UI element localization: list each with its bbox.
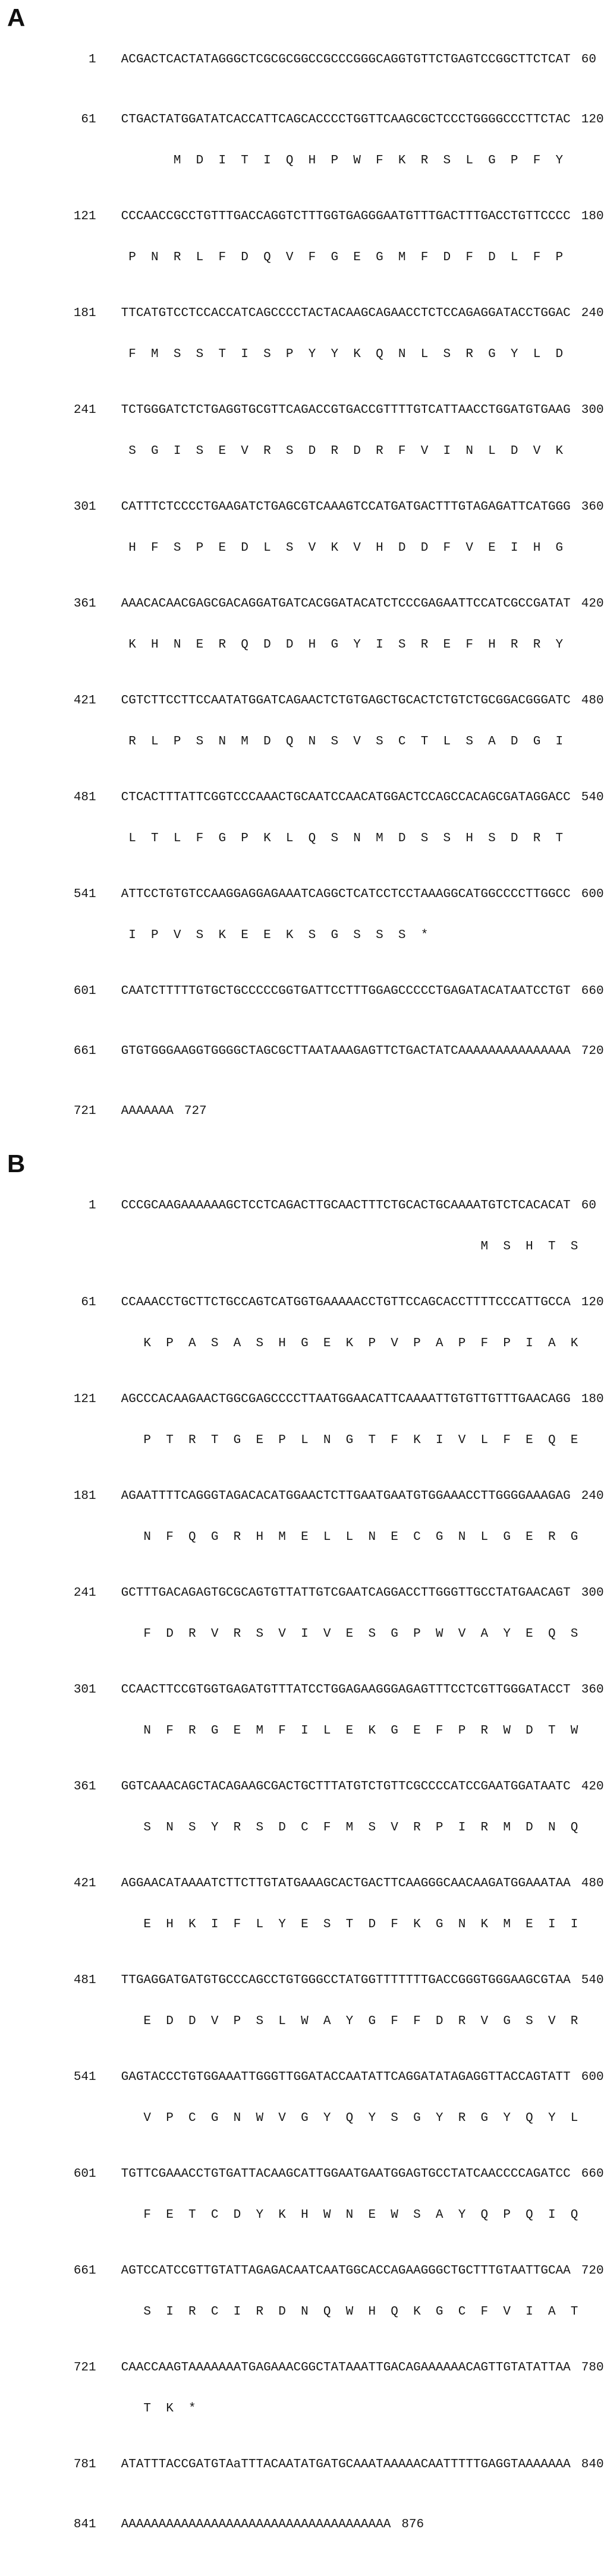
line-end-number: 180: [581, 210, 604, 223]
sequence-block: [5, 971, 604, 1012]
translation-line: [5, 1614, 578, 1655]
translation-line: [5, 721, 569, 762]
nucleotide-sequence: TCTGGGATCTCTGAGGTGCGTTCAGACCGTGACCGTTTTGTCATTAACCTGGATGTGAAG: [121, 403, 571, 417]
nucleotide-line: [5, 2154, 604, 2195]
nucleotide-sequence: AGGAACATAAAATCTTCTTGTATGAAAGCACTGACTTCAAGGGCAACAAGATGGAAATAA: [121, 1877, 571, 1890]
nucleotide-sequence: CCCGCAAGAAAAAAGCTCCTCAGACTTGCAACTTTCTGCACTGCAAAATGTCTCACACAT: [121, 1199, 571, 1213]
line-end-number: 727: [184, 1104, 207, 1118]
nucleotide-line: [5, 1669, 604, 1710]
line-end-number: 540: [581, 1974, 604, 1987]
sequence-block: [5, 2444, 604, 2485]
nucleotide-sequence: GCTTTGACAGAGTGCGCAGTGTTATTGTCGAATCAGGACCTTGGGTTGCCTATGAACAGT: [121, 1586, 571, 1600]
sequence-block: [5, 2347, 604, 2429]
line-end-number: 480: [581, 694, 604, 708]
amino-acid-translation: H F S P E D L S V K V H D D F V E I H G: [121, 541, 564, 555]
line-end-number: 60: [581, 53, 596, 67]
panel-a-sequence-rows: [5, 39, 604, 1132]
translation-line: [5, 237, 569, 278]
amino-acid-translation: N F Q G R H M E L L N E C G N L G E R G: [121, 1530, 578, 1544]
translation-line: [5, 1323, 578, 1364]
sequence-block: [5, 1669, 604, 1751]
line-start-number: 421: [73, 1877, 96, 1890]
nucleotide-sequence: TTGAGGATGATGTGCCCAGCCTGTGGGCCTATGGTTTTTTTGACCGGGTGGGAAGCGTAA: [121, 1974, 571, 1987]
sequence-block: [5, 2154, 604, 2236]
nucleotide-line: [5, 680, 604, 721]
nucleotide-line: [5, 1863, 604, 1904]
nucleotide-sequence: CCAAACCTGCTTCTGCCAGTCATGGTGAAAAACCTGTTCCAGCACCTTTTCCCATTGCCA: [121, 1296, 571, 1309]
amino-acid-translation: M D I T I Q H P W F K R S L G P F Y: [121, 154, 564, 168]
line-start-number: 241: [73, 1586, 96, 1600]
nucleotide-sequence: AGCCCACAAGAACTGGCGAGCCCCTTAATGGAACATTCAAAATTGTGTTGTTTGAACAGG: [121, 1393, 571, 1406]
line-start-number: 601: [73, 984, 96, 998]
translation-line: [5, 334, 569, 375]
sequence-block: [5, 1573, 604, 1655]
nucleotide-sequence: GAGTACCCTGTGGAAATTGGGTTGGATACCAATATTCAGGATATAGAGGTTACCAGTATT: [121, 2070, 571, 2084]
nucleotide-sequence: ACGACTCACTATAGGGCTCGCGCGGCCGCCCGGGCAGGTGTTCTGAGTCCGGCTTCTCAT: [121, 53, 571, 67]
amino-acid-translation: S I R C I R D N Q W H Q K G C F V I A T: [121, 2305, 578, 2319]
line-start-number: 541: [73, 2070, 96, 2084]
line-end-number: 840: [581, 2458, 604, 2471]
nucleotide-sequence: GGTCAAACAGCTACAGAAGCGACTGCTTTATGTCTGTTCGCCCCATCCGAATGGATAATC: [121, 1780, 571, 1794]
amino-acid-translation: V P C G N W V G Y Q Y S G Y R G Y Q Y L: [121, 2111, 578, 2125]
sequence-block: [5, 39, 596, 80]
line-start-number: 421: [73, 694, 96, 708]
nucleotide-line: [5, 2057, 604, 2098]
nucleotide-line: [5, 1573, 604, 1614]
sequence-block: [5, 1960, 604, 2042]
nucleotide-sequence: CGTCTTCCTTCCAATATGGATCAGAACTCTGTGAGCTGCACTCTGTCTGCGGACGGGATC: [121, 694, 571, 708]
sequence-block: [5, 2057, 604, 2139]
translation-line: [5, 2291, 578, 2332]
line-start-number: 361: [73, 1780, 96, 1794]
line-end-number: 480: [581, 1877, 604, 1890]
amino-acid-translation: P T R T G E P L N G T F K I V L F E Q E: [121, 1434, 578, 1447]
line-start-number: 121: [73, 1393, 96, 1406]
translation-line: [5, 624, 569, 665]
nucleotide-line: [5, 487, 604, 528]
nucleotide-line: [5, 1476, 604, 1517]
sequence-block: [5, 2250, 604, 2332]
amino-acid-translation: R L P S N M D Q N S V S C T L S A D G I: [121, 735, 564, 749]
line-start-number: 61: [81, 1296, 96, 1309]
nucleotide-line: [5, 39, 596, 80]
line-end-number: 600: [581, 888, 604, 901]
nucleotide-line: [5, 196, 604, 237]
panel-a: [5, 4, 604, 1132]
translation-line: [5, 2098, 578, 2139]
line-end-number: 720: [581, 2264, 604, 2278]
nucleotide-sequence: CCCAACCGCCTGTTTGACCAGGTCTTTGGTGAGGGAATGTTTGACTTTGACCTGTTCCCC: [121, 210, 571, 223]
line-end-number: 420: [581, 597, 604, 611]
sequence-block: [5, 1185, 596, 1267]
sequence-block: [5, 1282, 604, 1364]
line-end-number: 180: [581, 1393, 604, 1406]
nucleotide-sequence: GTGTGGGAAGGTGGGGCTAGCGCTTAATAAAGAGTTCTGACTATCAAAAAAAAAAAAAAA: [121, 1044, 571, 1058]
amino-acid-translation: P N R L F D Q V F G E G M F D F D L F P: [121, 251, 564, 264]
translation-line: [5, 528, 569, 569]
nucleotide-line: [5, 1031, 604, 1072]
sequence-block: [5, 390, 604, 472]
translation-line: [5, 2388, 569, 2429]
line-end-number: 120: [581, 1296, 604, 1309]
line-end-number: 600: [581, 2070, 604, 2084]
nucleotide-line: [5, 1379, 604, 1420]
translation-line: [5, 1420, 578, 1461]
line-end-number: 240: [581, 307, 604, 320]
sequence-block: [5, 196, 604, 278]
nucleotide-line: [5, 777, 604, 818]
sequence-block: [5, 293, 604, 375]
translation-line: [5, 915, 569, 956]
line-end-number: 300: [581, 1586, 604, 1600]
translation-line: [5, 1517, 578, 1558]
nucleotide-sequence: CAATCTTTTTGTGCTGCCCCCGGTGATTCCTTTGGAGCCCCCTGAGATACATAATCCTGT: [121, 984, 571, 998]
line-start-number: 721: [73, 2361, 96, 2375]
panel-b-label: B: [7, 1150, 26, 1177]
line-end-number: 660: [581, 984, 604, 998]
nucleotide-line: [5, 99, 604, 140]
sequence-block: [5, 777, 604, 859]
nucleotide-sequence: CCAACTTCCGTGGTGAGATGTTTATCCTGGAGAAGGGAGAGTTTCCTCGTTGGGATACCT: [121, 1683, 571, 1697]
sequence-block: [5, 680, 604, 762]
line-start-number: 181: [73, 307, 96, 320]
line-start-number: 1: [89, 1199, 96, 1213]
line-start-number: 661: [73, 1044, 96, 1058]
line-end-number: 780: [581, 2361, 604, 2375]
line-start-number: 361: [73, 597, 96, 611]
line-start-number: 781: [73, 2458, 96, 2471]
amino-acid-translation: L T L F G P K L Q S N M D S S H S D R T: [121, 832, 564, 845]
amino-acid-translation: F E T C D Y K H W N E W S A Y Q P Q I Q: [121, 2208, 578, 2222]
line-start-number: 121: [73, 210, 96, 223]
nucleotide-line: [5, 2250, 604, 2291]
sequence-block: [5, 1091, 569, 1132]
panel-b: [5, 1150, 604, 2545]
line-start-number: 61: [81, 113, 96, 127]
sequence-block: [5, 2504, 569, 2545]
line-end-number: 360: [581, 500, 604, 514]
line-end-number: 300: [581, 403, 604, 417]
sequence-block: [5, 1476, 604, 1558]
nucleotide-line: [5, 1960, 604, 2001]
amino-acid-translation: F D R V R S V I V E S G P W V A Y E Q S: [121, 1627, 578, 1641]
sequence-block: [5, 1766, 604, 1848]
line-end-number: 360: [581, 1683, 604, 1697]
amino-acid-translation: M S H T S: [121, 1240, 578, 1254]
nucleotide-sequence: TGTTCGAAACCTGTGATTACAAGCATTGGAATGAATGGAGTGCCTATCAACCCCAGATCC: [121, 2167, 571, 2181]
line-start-number: 241: [73, 403, 96, 417]
nucleotide-line: [5, 1282, 604, 1323]
sequence-block: [5, 99, 604, 181]
nucleotide-sequence: TTCATGTCCTCCACCATCAGCCCCTACTACAAGCAGAACCTCTCCAGAGGATACCTGGAC: [121, 307, 571, 320]
nucleotide-sequence: AAAAAAAAAAAAAAAAAAAAAAAAAAAAAAAAAAAA: [121, 2518, 391, 2531]
amino-acid-translation: I P V S K E E K S G S S S *: [121, 929, 429, 942]
nucleotide-line: [5, 1766, 604, 1807]
translation-line: [5, 1904, 578, 1945]
translation-line: [5, 818, 569, 859]
line-start-number: 481: [73, 1974, 96, 1987]
nucleotide-line: [5, 2444, 604, 2485]
line-start-number: 1: [89, 53, 96, 67]
amino-acid-translation: E H K I F L Y E S T D F K G N K M E I I: [121, 1918, 578, 1931]
translation-line: [5, 1807, 578, 1848]
amino-acid-translation: K P A S A S H G E K P V P A P F P I A K: [121, 1337, 578, 1350]
translation-line: [5, 1710, 578, 1751]
amino-acid-translation: N F R G E M F I L E K G E F P R W D T W: [121, 1724, 578, 1738]
nucleotide-sequence: CATTTCTCCCCTGAAGATCTGAGCGTCAAAGTCCATGATGACTTTGTAGAGATTCATGGG: [121, 500, 571, 514]
line-start-number: 541: [73, 888, 96, 901]
translation-line: [5, 2195, 578, 2236]
line-end-number: 60: [581, 1199, 596, 1213]
translation-line: [5, 2001, 578, 2042]
nucleotide-sequence: CTGACTATGGATATCACCATTCAGCACCCCTGGTTCAAGCGCTCCCTGGGGCCCTTCTAC: [121, 113, 571, 127]
amino-acid-translation: E D D V P S L W A Y G F F D R V G S V R: [121, 2015, 578, 2028]
sequence-block: [5, 1031, 604, 1072]
line-start-number: 181: [73, 1489, 96, 1503]
nucleotide-line: [5, 1185, 596, 1226]
sequence-block: [5, 1863, 604, 1945]
line-start-number: 721: [73, 1104, 96, 1118]
sequence-block: [5, 583, 604, 665]
nucleotide-sequence: AGAATTTTCAGGGTAGACACATGGAACTCTTGAATGAATGTGGAAACCTTGGGGAAAGAG: [121, 1489, 571, 1503]
line-start-number: 841: [73, 2518, 96, 2531]
translation-line: [5, 431, 569, 472]
sequence-block: [5, 487, 604, 569]
amino-acid-translation: S N S Y R S D C F M S V R P I R M D N Q: [121, 1821, 578, 1835]
nucleotide-sequence: CTCACTTTATTCGGTCCCAAACTGCAATCCAACATGGACTCCAGCCACAGCGATAGGACC: [121, 791, 571, 804]
nucleotide-line: [5, 971, 604, 1012]
panel-a-label: A: [7, 4, 26, 31]
line-start-number: 301: [73, 500, 96, 514]
amino-acid-translation: S G I S E V R S D R D R F V I N L D V K: [121, 444, 564, 458]
amino-acid-translation: F M S S T I S P Y Y K Q N L S R G Y L D: [121, 348, 564, 361]
amino-acid-translation: K H N E R Q D D H G Y I S R E F H R R Y: [121, 638, 564, 652]
translation-line: [5, 140, 569, 181]
nucleotide-sequence: CAACCAAGTAAAAAAATGAGAAACGGCTATAAATTGACAGAAAAAACAGTTGTATATTAA: [121, 2361, 571, 2375]
line-end-number: 876: [401, 2518, 424, 2531]
line-start-number: 481: [73, 791, 96, 804]
translation-line: [5, 1226, 578, 1267]
nucleotide-line: [5, 2504, 569, 2545]
line-end-number: 240: [581, 1489, 604, 1503]
line-start-number: 301: [73, 1683, 96, 1697]
line-end-number: 120: [581, 113, 604, 127]
nucleotide-sequence: AGTCCATCCGTTGTATTAGAGACAATCAATGGCACCAGAAGGGCTGCTTTGTAATTGCAA: [121, 2264, 571, 2278]
nucleotide-sequence: AAAAAAA: [121, 1104, 174, 1118]
nucleotide-line: [5, 874, 604, 915]
nucleotide-sequence: ATTCCTGTGTCCAAGGAGGAGAAATCAGGCTCATCCTCCTAAAGGCATGGCCCCTTGGCC: [121, 888, 571, 901]
line-start-number: 661: [73, 2264, 96, 2278]
nucleotide-sequence: AAACACAACGAGCGACAGGATGATCACGGATACATCTCCCGAGAATTCCATCGCCGATAT: [121, 597, 571, 611]
sequence-block: [5, 874, 604, 956]
nucleotide-line: [5, 1091, 569, 1132]
nucleotide-sequence: ATATTTACCGATGTAaTTTACAATATGATGCAAATAAAAACAATTTTTGAGGTAAAAAAA: [121, 2458, 571, 2471]
nucleotide-line: [5, 390, 604, 431]
nucleotide-line: [5, 583, 604, 624]
line-end-number: 660: [581, 2167, 604, 2181]
line-end-number: 540: [581, 791, 604, 804]
line-end-number: 720: [581, 1044, 604, 1058]
amino-acid-translation: T K *: [121, 2402, 196, 2416]
nucleotide-line: [5, 2347, 604, 2388]
nucleotide-line: [5, 293, 604, 334]
sequence-block: [5, 1379, 604, 1461]
line-start-number: 601: [73, 2167, 96, 2181]
panel-b-sequence-rows: [5, 1185, 604, 2545]
line-end-number: 420: [581, 1780, 604, 1794]
